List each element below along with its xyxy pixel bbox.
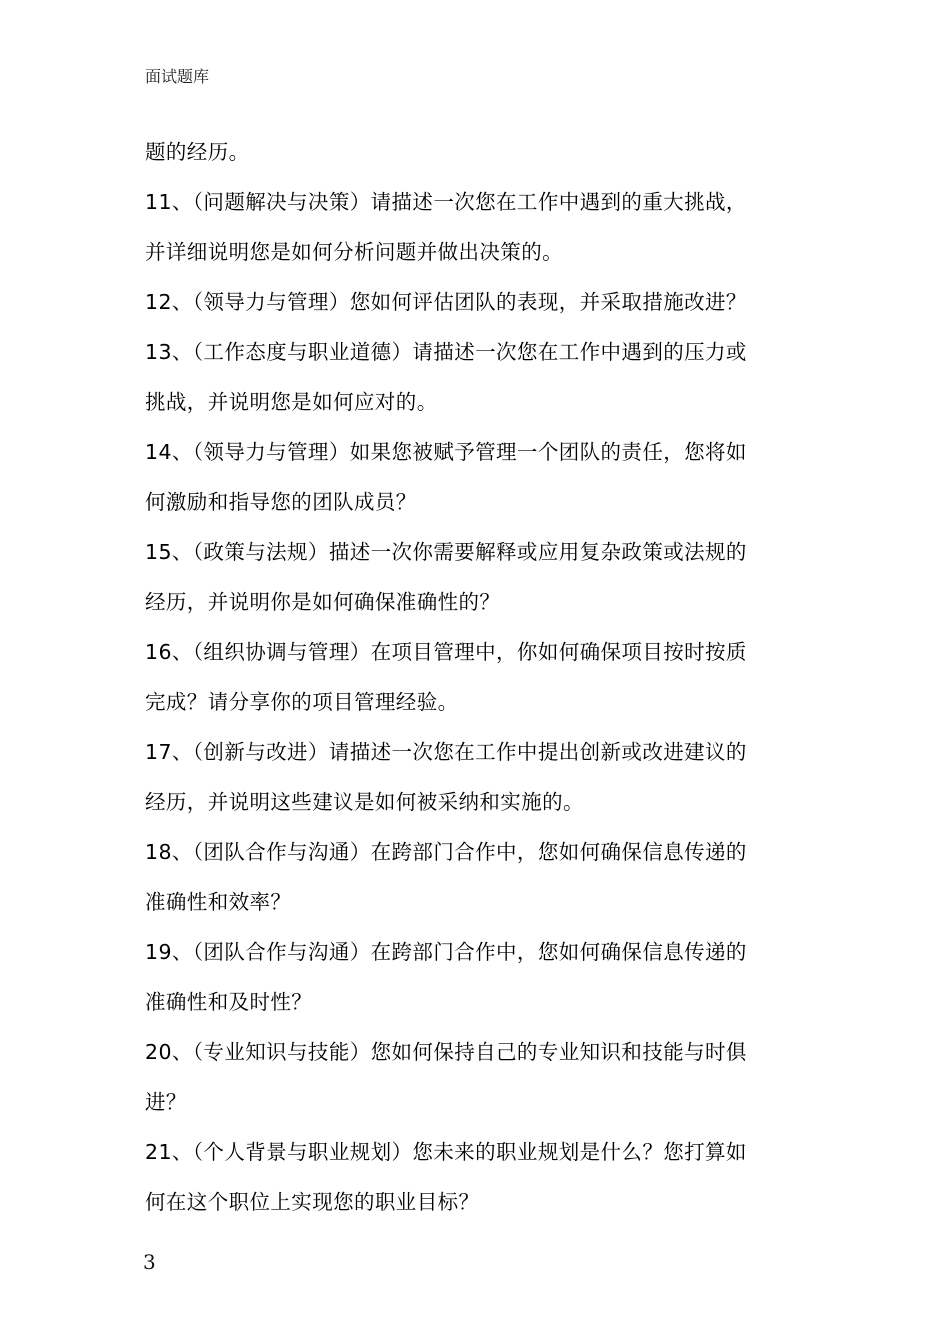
text-line: 11、（问题解决与决策）请描述一次您在工作中遇到的重大挑战， (145, 190, 747, 214)
text-line: 何激励和指导您的团队成员？ (145, 490, 417, 514)
text-line: 14、（领导力与管理）如果您被赋予管理一个团队的责任，您将如 (145, 440, 747, 464)
document-body (145, 132, 815, 1232)
text-line: 18、（团队合作与沟通）在跨部门合作中，您如何确保信息传递的 (145, 840, 747, 864)
text-line: 19、（团队合作与沟通）在跨部门合作中，您如何确保信息传递的 (145, 940, 747, 964)
text-line: 16、（组织协调与管理）在项目管理中，你如何确保项目按时按质 (145, 640, 747, 664)
text-line: 完成？请分享你的项目管理经验。 (145, 690, 459, 714)
text-line: 何在这个职位上实现您的职业目标？ (145, 1190, 480, 1214)
text-line: 经历，并说明这些建议是如何被采纳和实施的。 (145, 790, 584, 814)
text-line: 15、（政策与法规）描述一次你需要解释或应用复杂政策或法规的 (145, 540, 747, 564)
text-line: 准确性和效率？ (145, 890, 292, 914)
text-line: 挑战，并说明您是如何应对的。 (145, 390, 438, 414)
text-line: 12、（领导力与管理）您如何评估团队的表现，并采取措施改进？ (145, 290, 747, 314)
text-line: 准确性和及时性？ (145, 990, 313, 1014)
text-line: 17、（创新与改进）请描述一次您在工作中提出创新或改进建议的 (145, 740, 747, 764)
text-line: 20、（专业知识与技能）您如何保持自己的专业知识和技能与时俱 (145, 1040, 747, 1064)
page-number: 3 (143, 1250, 156, 1274)
text-line: 13、（工作态度与职业道德）请描述一次您在工作中遇到的压力或 (145, 340, 747, 364)
text-line: 并详细说明您是如何分析问题并做出决策的。 (145, 240, 563, 264)
text-line: 21、（个人背景与职业规划）您未来的职业规划是什么？您打算如 (145, 1140, 747, 1164)
text-line: 经历，并说明你是如何确保准确性的？ (145, 590, 501, 614)
text-line: 题的经历。 (145, 140, 250, 164)
text-line: 进？ (145, 1090, 187, 1114)
page-header-title: 面试题库 (145, 67, 210, 86)
